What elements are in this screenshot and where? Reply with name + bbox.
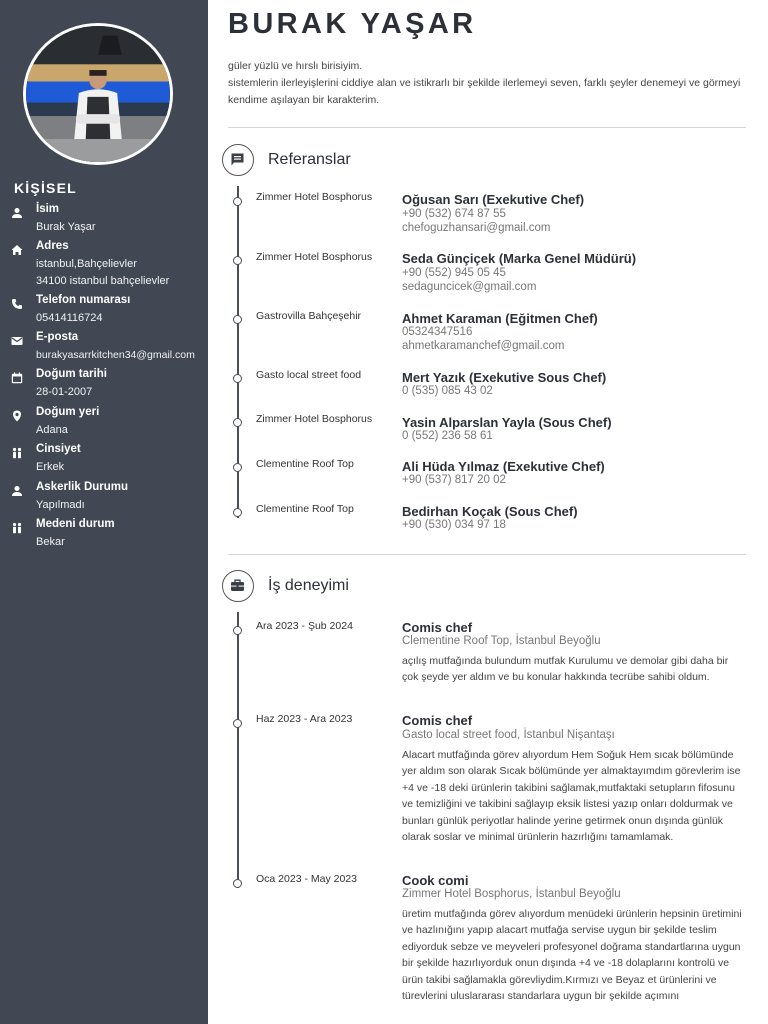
location-pin-icon <box>11 410 23 422</box>
personal-label: Cinsiyet <box>36 443 81 455</box>
job-description: üretim mutfağında görev alıyordum menüdeki ürünlerin hepsinin üretimini ve hazlınığını yapıp alacart mutfağa servise uygun bir şekilde teslim ediyorduk sebze ve meyveleri profesyonel doğrama standartlarına uygun bir şekilde hazırlıyorduk onun dışında +4 ve -18 dolaplarını kontrolü ve ürün takibi sağlamakla görevliydim.Kırmızı ve Beyaz et ürünlerini ve türevlerini uluslararası standarlara uygun bir şekilde açımını <box>402 908 742 1003</box>
people-icon <box>11 447 23 459</box>
reference-phone: +90 (552) 945 05 45 <box>402 267 506 279</box>
reference-place: Clementine Roof Top <box>256 503 354 515</box>
timeline-dot <box>233 463 242 472</box>
reference-name: Mert Yazık (Exekutive Sous Chef) <box>402 370 607 385</box>
reference-phone: +90 (530) 034 97 18 <box>402 519 506 531</box>
mail-icon <box>11 335 23 347</box>
reference-name: Ali Hüda Yılmaz (Exekutive Chef) <box>402 459 605 474</box>
reference-phone: +90 (532) 674 87 55 <box>402 208 506 220</box>
reference-place: Zimmer Hotel Bosphorus <box>256 413 373 425</box>
experience-timeline-line <box>237 612 239 888</box>
job-date: Haz 2023 - Ara 2023 <box>256 713 353 725</box>
personal-value-line2: 34100 istanbul bahçelievler <box>36 275 170 287</box>
references-section-icon <box>222 144 254 176</box>
reference-email: chefoguzhansari@gmail.com <box>402 222 551 234</box>
job-title: Comis chef <box>402 713 473 728</box>
sidebar <box>0 0 208 1024</box>
timeline-dot <box>233 719 242 728</box>
personal-value: Adana <box>36 424 68 436</box>
personal-section-title: KİŞİSEL <box>14 180 77 196</box>
summary-line: güler yüzlü ve hırslı birisiyim. <box>228 60 363 72</box>
job-organization: Clementine Roof Top, İstanbul Beyoğlu <box>402 635 601 647</box>
timeline-dot <box>233 374 242 383</box>
divider <box>228 127 746 128</box>
personal-value: Yapılmadı <box>36 499 85 511</box>
summary-line: sistemlerin ilerleyişlerini ciddiye alan ve istikrarlı bir şekilde ilerlemeyi seven, farklı şeyler denemeyi ve görmeyi kendime aşılayan bir karakterim. <box>228 77 741 106</box>
briefcase-icon <box>230 578 245 593</box>
reference-place: Zimmer Hotel Bosphorus <box>256 191 373 203</box>
person-icon <box>11 207 23 219</box>
personal-value: Burak Yaşar <box>36 221 96 233</box>
reference-name: Ahmet Karaman (Eğitmen Chef) <box>402 311 598 326</box>
people-icon <box>11 522 23 534</box>
job-description: açılış mutfağında bulundum mutfak Kurulumu ve demolar gibi daha bir çok şeyde yer aldım ve bu konular hakkında tecrübe sahibi oldum. <box>402 655 729 684</box>
personal-label: İsim <box>36 203 60 215</box>
reference-email: ahmetkaramanchef@gmail.com <box>402 340 565 352</box>
timeline-dot <box>233 256 242 265</box>
reference-email: sedaguncicek@gmail.com <box>402 281 537 293</box>
reference-name: Yasin Alparslan Yayla (Sous Chef) <box>402 415 612 430</box>
personal-value: Bekar <box>36 536 65 548</box>
timeline-dot <box>233 418 242 427</box>
personal-value: 05414116724 <box>36 312 103 324</box>
timeline-dot <box>233 508 242 517</box>
experience-title: İş deneyimi <box>268 577 349 594</box>
reference-place: Gasto local street food <box>256 369 362 381</box>
reference-phone: 0 (535) 085 43 02 <box>402 385 493 397</box>
page-title: BURAK YAŞAR <box>228 8 477 40</box>
profile-photo <box>23 23 173 165</box>
job-title: Comis chef <box>402 620 473 635</box>
personal-label: Adres <box>36 240 69 252</box>
reference-place: Clementine Roof Top <box>256 458 354 470</box>
personal-value: 28-01-2007 <box>36 386 93 398</box>
personal-value: Erkek <box>36 461 65 473</box>
profile-photo-image <box>26 26 170 162</box>
personal-label: Medeni durum <box>36 518 115 530</box>
reference-place: Gastrovilla Bahçeşehir <box>256 310 362 322</box>
personal-label: Askerlik Durumu <box>36 481 129 493</box>
phone-icon <box>11 298 23 310</box>
timeline-dot <box>233 879 242 888</box>
job-organization: Zimmer Hotel Bosphorus, İstanbul Beyoğlu <box>402 888 621 900</box>
job-organization: Gasto local street food, İstanbul Nişantaşı <box>402 729 615 741</box>
summary <box>228 58 748 109</box>
calendar-icon <box>11 372 23 384</box>
home-icon <box>11 244 23 256</box>
reference-phone: 0 (552) 236 58 61 <box>402 430 493 442</box>
divider <box>228 554 746 555</box>
personal-label: Doğum yeri <box>36 406 100 418</box>
reference-phone: 05324347516 <box>402 326 473 338</box>
personal-label: Doğum tarihi <box>36 368 107 380</box>
personal-label: E-posta <box>36 331 79 343</box>
job-date: Ara 2023 - Şub 2024 <box>256 620 353 632</box>
reference-name: Bedirhan Koçak (Sous Chef) <box>402 504 578 519</box>
personal-label: Telefon numarası <box>36 294 131 306</box>
job-description: Alacart mutfağında görev alıyordum Hem Soğuk Hem sıcak bölümünde yer aldım son olarak Sıcak bölümünde yer almaktayımdım görevlerim ise +4 ve -18 deki ürünlerin takibini sağlamak,mutfaktaki setupların fifosunu ve temizliğini ve takibini sağlayıp eksik listesi yazıp onları doldurmak ve bunları günlük periyotlar halinde yerine getirmek onun dışında günlük olarak soslar ve minimal ürünlerin hazırlığını tamamlamak. <box>402 749 741 844</box>
reference-name: Oğusan Sarı (Exekutive Chef) <box>402 192 585 207</box>
person-icon <box>11 485 23 497</box>
reference-name: Seda Günçiçek (Marka Genel Müdürü) <box>402 251 637 266</box>
job-date: Oca 2023 - May 2023 <box>256 873 357 885</box>
job-title: Cook comi <box>402 873 469 888</box>
references-title: Referanslar <box>268 151 351 168</box>
timeline-dot <box>233 315 242 324</box>
chat-icon <box>230 152 245 167</box>
personal-value: istanbul,Bahçelievler <box>36 258 137 270</box>
timeline-dot <box>233 197 242 206</box>
reference-place: Zimmer Hotel Bosphorus <box>256 251 373 263</box>
timeline-dot <box>233 626 242 635</box>
experience-section-icon <box>222 570 254 602</box>
reference-phone: +90 (537) 817 20 02 <box>402 474 506 486</box>
personal-value: burakyasarrkitchen34@gmail.com <box>36 349 195 361</box>
